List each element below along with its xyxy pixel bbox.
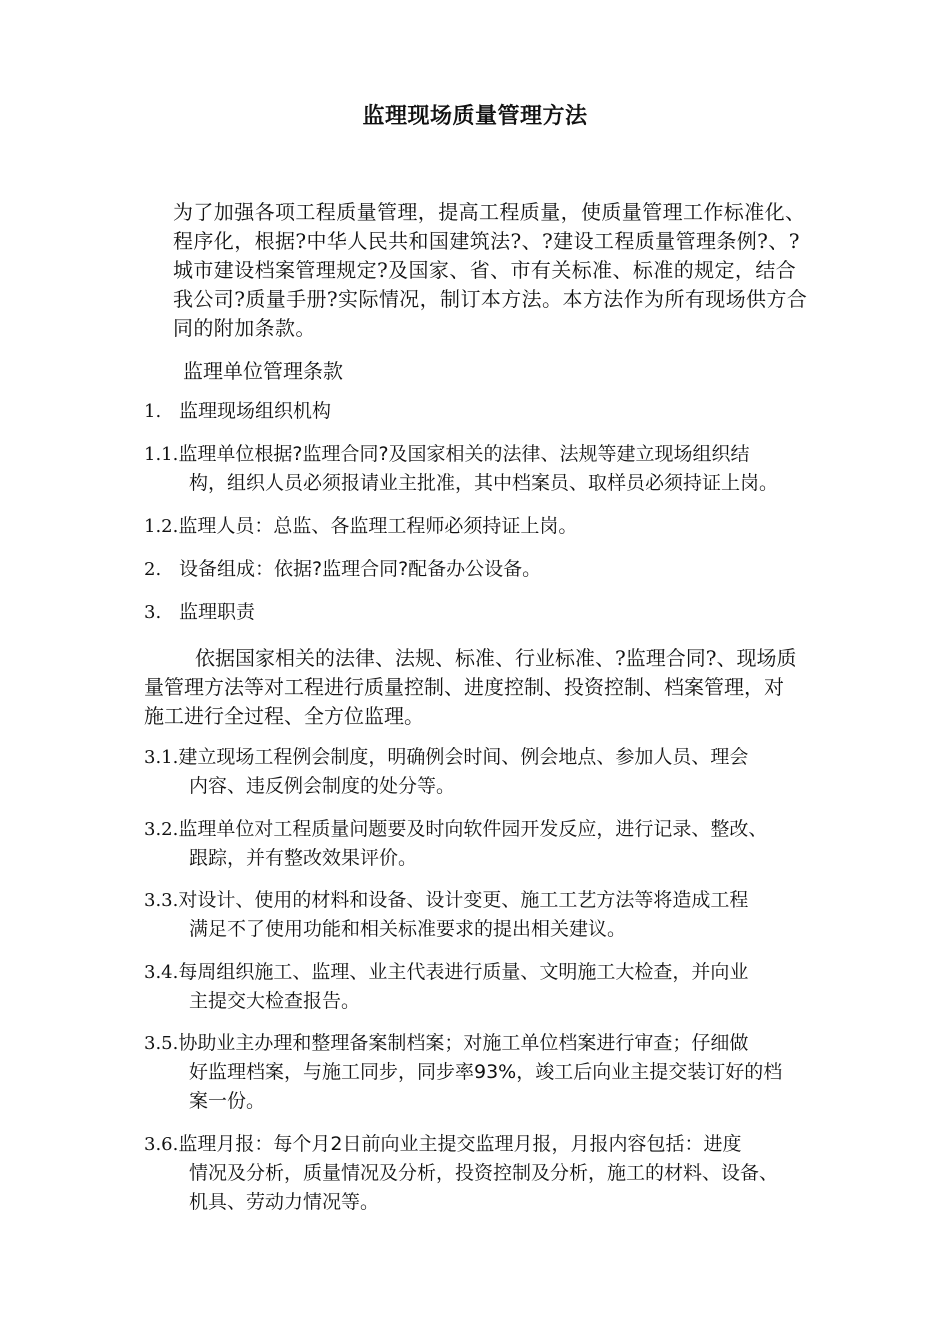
item-number: 3.3. bbox=[144, 890, 179, 911]
section-number: 2. bbox=[144, 559, 162, 580]
item-line: 情况及分析，质量情况及分析，投资控制及分析，施工的材料、设备、 bbox=[189, 1162, 779, 1184]
item-line: 案一份。 bbox=[189, 1090, 266, 1112]
item-line: 满足不了使用功能和相关标准要求的提出相关建议。 bbox=[189, 918, 627, 940]
item-number: 3.2. bbox=[144, 819, 179, 840]
duty-line: 量管理方法等对工程进行质量控制、进度控制、投资控制、档案管理，对 bbox=[144, 675, 784, 699]
intro-paragraph bbox=[173, 198, 878, 343]
item-3-6 bbox=[144, 1130, 884, 1217]
section-text: 监理现场组织机构 bbox=[179, 400, 332, 422]
intro-line: 程序化，根据?中华人民共和国建筑法?、?建设工程质量管理条例?、? bbox=[173, 229, 800, 253]
item-number: 3.4. bbox=[144, 962, 179, 983]
section-text: 监理职责 bbox=[179, 601, 256, 623]
item-1-2 bbox=[144, 512, 884, 541]
section-3-heading bbox=[144, 598, 884, 627]
item-3-2 bbox=[144, 815, 884, 873]
item-line: 机具、劳动力情况等。 bbox=[189, 1191, 380, 1213]
item-line: 好监理档案，与施工同步，同步率93%，竣工后向业主提交装订好的档 bbox=[189, 1061, 783, 1083]
section-1-heading bbox=[144, 397, 884, 426]
item-1-1 bbox=[144, 440, 884, 498]
duty-paragraph bbox=[144, 644, 884, 731]
section-2-heading bbox=[144, 555, 884, 584]
section-number: 3. bbox=[144, 602, 162, 623]
item-number: 3.5. bbox=[144, 1033, 179, 1054]
item-line: 跟踪，并有整改效果评价。 bbox=[189, 847, 418, 869]
item-number: 1.1. bbox=[144, 444, 179, 465]
duty-line: 施工进行全过程、全方位监理。 bbox=[144, 704, 424, 728]
item-line: 监理月报：每个月2日前向业主提交监理月报，月报内容包括：进度 bbox=[178, 1133, 742, 1155]
item-3-4 bbox=[144, 958, 884, 1016]
item-line: 监理单位根据?监理合同?及国家相关的法律、法规等建立现场组织结 bbox=[178, 443, 750, 465]
item-number: 3.1. bbox=[144, 747, 179, 768]
item-3-1 bbox=[144, 743, 884, 801]
item-line: 监理人员：总监、各监理工程师必须持证上岗。 bbox=[178, 515, 578, 537]
item-line: 构，组织人员必须报请业主批准，其中档案员、取样员必须持证上岗。 bbox=[189, 472, 779, 494]
intro-line: 同的附加条款。 bbox=[173, 316, 316, 340]
item-3-3 bbox=[144, 886, 884, 944]
duty-line: 依据国家相关的法律、法规、标准、行业标准、?监理合同?、现场质 bbox=[195, 646, 797, 670]
section-text: 设备组成：依据?监理合同?配备办公设备。 bbox=[179, 558, 542, 580]
intro-line: 我公司?质量手册?实际情况，制订本方法。本方法作为所有现场供方合 bbox=[173, 287, 808, 311]
item-line: 内容、违反例会制度的处分等。 bbox=[189, 775, 456, 797]
subheading: 监理单位管理条款 bbox=[183, 359, 343, 383]
intro-line: 为了加强各项工程质量管理，提高工程质量，使质量管理工作标准化、 bbox=[173, 200, 806, 224]
item-line: 监理单位对工程质量问题要及时向软件园开发反应，进行记录、整改、 bbox=[178, 818, 768, 840]
item-line: 每周组织施工、监理、业主代表进行质量、文明施工大检查，并向业 bbox=[178, 961, 749, 983]
item-3-5 bbox=[144, 1029, 884, 1116]
intro-line: 城市建设档案管理规定?及国家、省、市有关标准、标准的规定，结合 bbox=[173, 258, 797, 282]
item-line: 主提交大检查报告。 bbox=[189, 990, 361, 1012]
item-line: 协助业主办理和整理备案制档案；对施工单位档案进行审查；仔细做 bbox=[178, 1032, 749, 1054]
section-number: 1. bbox=[144, 401, 162, 422]
item-line: 建立现场工程例会制度，明确例会时间、例会地点、参加人员、理会 bbox=[178, 746, 749, 768]
item-number: 3.6. bbox=[144, 1134, 179, 1155]
item-number: 1.2. bbox=[144, 516, 179, 537]
item-line: 对设计、使用的材料和设备、设计变更、施工工艺方法等将造成工程 bbox=[178, 889, 749, 911]
document-title: 监理现场质量管理方法 bbox=[362, 103, 588, 129]
